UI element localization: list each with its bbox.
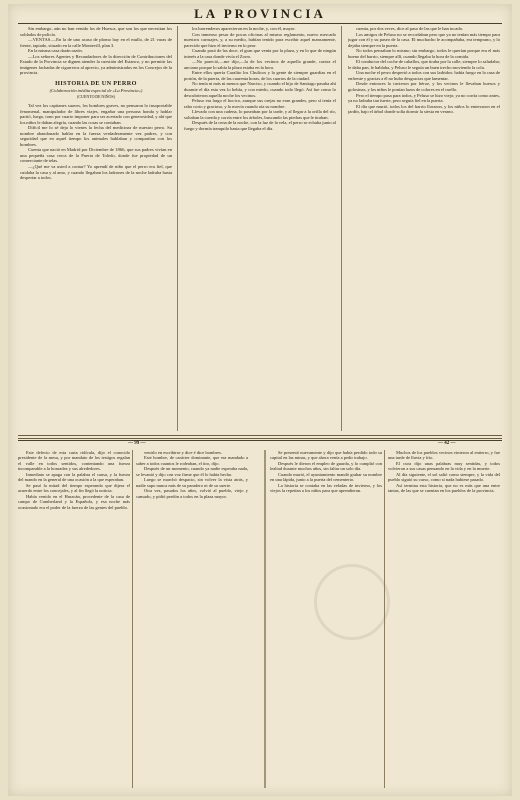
paragraph: —Los señores Agentes y Recaudadores de la dirección de Contribuciones del Estado de la Provincia se dignen atender la cuestión del Estanco, y no permitir las imágenes fachadas de cigarreros al aprecio, ya administrados en los Concejos de la provincia.	[20, 53, 172, 76]
paragraph: Una noche el perro despertó a todos con sus ladridos: había fuego en la casa de enfrente y gracias a él no hubo desgracias que lamentar.	[348, 70, 500, 81]
masthead-rule	[18, 23, 502, 24]
paragraph: venirlo en escribirse y dice é dice hombres.	[144, 450, 222, 455]
lower-column-2	[136, 450, 248, 788]
paragraph: Se pasó la mitad del tiempo esperando que dijera el acuerdo entre los concejales, y al fin llegó la noticia.	[18, 482, 130, 494]
paragraph: Difícil me lo sé deja lo vienes la fecha del medicinar de nuestro perro. Su nombre abandonado hablar en la fuerza verdaderamente vez padres, y con seguridad que en aquel tiempo los animales hablaban y compartían con los hombres.	[20, 125, 172, 147]
paragraph: Inmediato se apaga con la palabra el causa, y la fuerza del mando en la general de una ocasión a la que esperaban.	[18, 471, 130, 483]
paragraph: Después le dieron el empleo de guarda, y lo cumplió con lealtad durante muchos años, sin faltar un solo día.	[270, 460, 382, 472]
paragraph: Sin embargo, aún no han venido los de Huesca, que son los que necesitan los soldados de policía.	[20, 26, 172, 37]
paragraph: Después de la cena de la noche, con la luz de la vela, el perro se echaba junto al fuego y dormía tranquilo hasta que llegaba el día.	[184, 120, 336, 131]
paragraph: Este hombre, de carácter dominante, que era mandado a saber a todos cuantos le rodeaban, el tiro, dijo.	[136, 455, 248, 466]
column-divider	[177, 26, 178, 431]
paragraph: Después de un momento, cuando ya nadie esperaba nada, se levantó y dijo con voz firme que él lo había hecho.	[136, 466, 248, 477]
paragraph: Desde entonces lo tuvieron por héroe, y los vecinos le llevaban huesos y golosinas, y los niños le ponían lazos de colores en el cuello.	[348, 81, 500, 93]
paragraph: El día que murió, todos los del barrio lloraron, y los niños lo enterraron en el jardín, bajo el árbol donde solía dormir la siesta en verano.	[348, 103, 500, 115]
column-divider	[341, 26, 342, 431]
masthead-title: LA PROVINCIA	[194, 6, 326, 21]
lower-column-1	[18, 450, 130, 788]
paragraph: cuenta, por dos veces, dice al paso de las que le han tocado.	[356, 26, 464, 31]
paragraph: Llevado con una cadena, lo paseaban por la tarde, y al llegar a la orilla del río, soltaban la cuerda y corría entre los árboles, buscando las piedras que le tiraban.	[184, 109, 336, 120]
paragraph: Se presentó nuevamente y dijo que había perdido todo su capital en las minas, y que ahora venía a pedir trabajo.	[270, 450, 382, 461]
paragraph: —VENTAS.—En la de uno acaso de plomo hay en el mullo, de 21 varas de frente, tapiado, situado en la calle Montevill, plan 3.	[20, 37, 172, 48]
paragraph: No todos pensaban lo mismo; sin embargo, todos le querían porque era el más bueno del barrio, siempre allí, cuando llegaba la hora de la comida.	[348, 48, 500, 59]
paragraph: Cuando pasó de las doce, el gran que venía por la plaza, y en lo que de ningún interés a la casa donde vivía el Zorro.	[184, 48, 336, 59]
paragraph: El cura dijo unas palabras muy sentidas, y todos volvieron a sus casas pensando en la vida y en la muerte.	[388, 460, 500, 472]
paragraph: —¿Qué me va usted a contar? Yo aprendí de niño que el perro era fiel, que cuidaba la casa y al amo, y cuando llegaban los ladrones de la noche ladraba hasta despertar a todos.	[20, 164, 172, 181]
paragraph: Tal vez los capitanes suaves, los hombres graves, no pensaron lo insoportable fenomenal, manipulador de libres viajes, engañar una persona honda y hablar partió, luego, tono por cuarto imponer para ser acertado con generosidad, y ahí que los niños le daban alegría, cuando las cosas se contaban.	[20, 103, 172, 125]
paragraph: Cuenta que nació en Madrid por Diciembre de 1866, que sus padres vivían en una pequeña casa cerca de la Puerta de Toledo, donde fue propiedad de un comerciante de telas.	[20, 147, 172, 164]
page-gutter	[264, 450, 266, 788]
paragraph: los barrenderos aparecieron en la noche, y, con él, mayor.	[192, 26, 296, 31]
article-tag: (CUENTO DE NIÑOS)	[77, 94, 115, 100]
lower-column-4	[388, 450, 500, 788]
paragraph: Peluso era largo el hocico, aunque sus orejas no eran grandes, pero sí tenía el rabo corto y gracioso, y lo movía cuando oía su nombre.	[184, 98, 336, 109]
upper-column-1	[20, 26, 172, 431]
lower-column-3	[270, 450, 382, 788]
column-divider	[384, 450, 385, 788]
paragraph: Había venido en el Huracán, procedente de la casa de campo de Cumberland y la Española, y esa noche más ocasionado era el poder de la fuerza de las gentes del pueblo.	[18, 493, 130, 510]
paragraph: Entre ellos quería Caralito los Chulicos y la gente de siempre guardias en el portón, de la puerta, de las cuarenta horas, de los cuartos de la ciudad.	[184, 70, 336, 81]
paragraph: Pero el tiempo pasa para todos, y Peluso se hizo viejo; ya no corría como antes, ya no ladraba tan fuerte, pero seguía fiel en la puerta.	[348, 92, 500, 104]
paragraph: Así termina esta historia, que no es más que una entre tantas, de las que se cuentan en los pueblos de la provincia.	[388, 482, 500, 494]
paragraph: El conductor del coche de caballos, que tiraba por la calle, siempre lo saludaba; le daba pan, le hablaba, y Peluso le seguía un buen trecho moviendo la cola.	[348, 59, 500, 70]
paragraph: Este defecto de esta carta ridícula, dijo el conocido presidente de la mesa, y por mandato de los testigos regalan el valle en todos sentidos, contentando una fuerza incomparable a la honradez y sus alrededores.	[18, 450, 130, 472]
paragraph: —No pareció,—me dijo,—la de los vecinos de aquella grande, contra el anciano porque lo sabía la plaza estaba en la hora.	[184, 59, 336, 70]
paragraph: No tenía ni más ni menos que Narciso, y cuando el hijo de Santiago pasaba ahí durante el día esta vez lo bebía, y con miedo, cuando todo llegó. Así fue como lo descubrieron aquella noche los vecinos.	[184, 81, 336, 98]
section-double-rule	[18, 435, 502, 439]
paragraph: Al día siguiente, el sol salió como siempre, y la vida del pueblo siguió su curso, como si nada hubiese pasado.	[388, 471, 500, 483]
paragraph: La historia se contaba en las veladas de invierno, y los viejos la repetían a los niños para que aprendieran.	[270, 482, 382, 494]
newspaper-page	[8, 4, 512, 796]
page-number-left: — 99 —	[128, 441, 146, 446]
paragraph: Cuando murió, el ayuntamiento mandó grabar su nombre en una lápida, junto a la puerta del cementerio.	[270, 471, 382, 483]
paragraph: Otra vez, pasados los años, volvió al pueblo, viejo y cansado, y pidió perdón a todos en la plaza mayor.	[136, 488, 248, 499]
paragraph: Los amigos de Peluso no se recordaban pero que ya no tenían más tiempo para jugar con él y su paseo de la casa. El muchacho le acompañaba, era temprano, y lo dejaba siempre en la puerta.	[348, 31, 500, 48]
footer-rule	[18, 440, 502, 441]
paragraph: Luego se marchó despacio, sin volver la vista atrás, y nadie supo nunca más de su paradero ni de su suerte.	[136, 477, 248, 488]
column-divider	[132, 450, 133, 788]
page-number-right: — 42 —	[438, 441, 456, 446]
paragraph: En la misma casa darán razón.	[28, 48, 83, 54]
article-subtitle: (Colaboración inédita especial de «La Provincia»)	[49, 87, 143, 93]
upper-column-3	[348, 26, 500, 431]
paragraph: Con inmenso pesar de pocas oficinas al mismo reglamento, nuevo mercado nuestros carruajes, y, a su medio, habían tenido para escribir aquel mansamente, parecido que hizo el invierno en lo peor.	[184, 31, 336, 48]
paragraph: Muchos de los pueblos vecinos vinieron al entierro, y fue una tarde de lluvia y frío.	[388, 450, 500, 461]
article-title: HISTORIA DE UN PERRO	[55, 79, 137, 87]
upper-column-2	[184, 26, 336, 431]
